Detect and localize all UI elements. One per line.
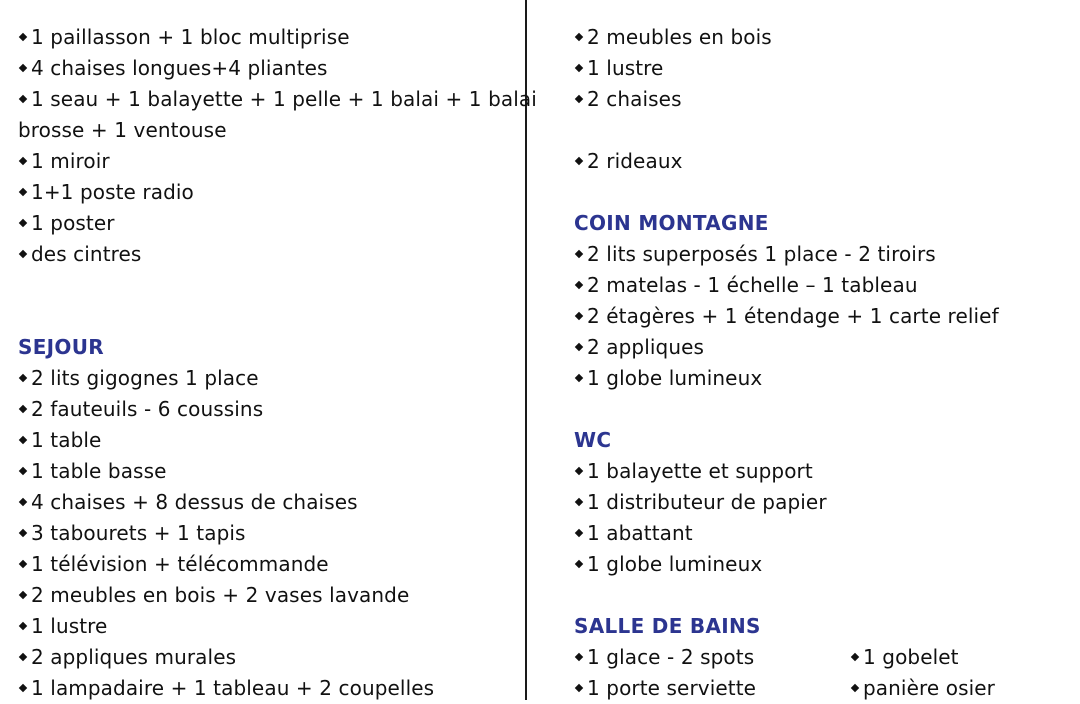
bullet-icon <box>575 684 583 692</box>
bullet-icon <box>575 529 583 537</box>
list-item: 1 balayette et support <box>574 456 1069 487</box>
bullet-icon <box>19 467 27 475</box>
section-heading-coin-montagne: COIN MONTAGNE <box>574 211 769 235</box>
list-item: 2 appliques murales <box>18 642 513 673</box>
list-item: 1 globe lumineux <box>574 363 1069 394</box>
bullet-icon <box>575 312 583 320</box>
bullet-icon <box>19 374 27 382</box>
bullet-icon <box>19 64 27 72</box>
bullet-icon <box>575 64 583 72</box>
bullet-icon <box>19 188 27 196</box>
list-item-continuation: brosse + 1 ventouse <box>18 118 227 142</box>
section-heading-wc: WC <box>574 428 612 452</box>
bullet-icon <box>19 560 27 568</box>
bullet-icon <box>575 560 583 568</box>
bullet-icon <box>575 281 583 289</box>
list-item: 1 lustre <box>18 611 513 642</box>
bullet-icon <box>19 436 27 444</box>
bullet-icon <box>575 343 583 351</box>
list-item: 1 miroir <box>18 146 513 177</box>
section-heading-sejour: SEJOUR <box>18 335 104 359</box>
list-item: 1 paillasson + 1 bloc multiprise <box>18 22 513 53</box>
list-item: 2 meubles en bois + 2 vases lavande <box>18 580 513 611</box>
list-item: 4 chaises + 8 dessus de chaises <box>18 487 513 518</box>
bullet-icon <box>19 684 27 692</box>
bullet-icon <box>19 591 27 599</box>
bullet-icon <box>851 684 859 692</box>
list-item: 1 distributeur de papier <box>574 487 1069 518</box>
section-heading-salle-de-bains: SALLE DE BAINS <box>574 614 761 638</box>
list-item: 2 étagères + 1 étendage + 1 carte relief <box>574 301 1069 332</box>
right-column <box>574 0 1069 704</box>
list-item: 1 globe lumineux <box>574 549 1069 580</box>
list-item: 1 télévision + télécommande <box>18 549 513 580</box>
bullet-icon <box>575 498 583 506</box>
list-item: 1 table basse <box>18 456 513 487</box>
bullet-icon <box>19 622 27 630</box>
bullet-icon <box>19 529 27 537</box>
bullet-icon <box>575 374 583 382</box>
bullet-icon <box>19 405 27 413</box>
list-item: 2 lits gigognes 1 place <box>18 363 513 394</box>
bullet-icon <box>19 250 27 258</box>
bullet-icon <box>19 219 27 227</box>
bullet-icon <box>575 33 583 41</box>
list-item: 2 fauteuils - 6 coussins <box>18 394 513 425</box>
list-item: 1 abattant <box>574 518 1069 549</box>
bullet-icon <box>575 157 583 165</box>
list-item: 4 chaises longues+4 pliantes <box>18 53 513 84</box>
bullet-icon <box>575 250 583 258</box>
list-item: 1 seau + 1 balayette + 1 pelle + 1 balai + 1 balai <box>18 84 513 115</box>
list-item: 1 poster <box>18 208 513 239</box>
list-item: 2 appliques <box>574 332 1069 363</box>
bullet-icon <box>575 653 583 661</box>
bullet-icon <box>575 95 583 103</box>
bullet-icon <box>19 33 27 41</box>
list-item: 2 meubles en bois <box>574 22 1069 53</box>
list-item: 2 rideaux <box>574 146 1069 177</box>
bullet-icon <box>19 498 27 506</box>
list-item: 1+1 poste radio <box>18 177 513 208</box>
list-item: 1 lustre <box>574 53 1069 84</box>
list-item: 1 table <box>18 425 513 456</box>
list-item: 3 tabourets + 1 tapis <box>18 518 513 549</box>
list-item: 2 chaises <box>574 84 1069 115</box>
list-item: 2 lits superposés 1 place - 2 tiroirs <box>574 239 1069 270</box>
list-item: 1 lampadaire + 1 tableau + 2 coupelles <box>18 673 513 704</box>
list-row: 1 porte serviette panière osier <box>574 673 1069 704</box>
bullet-icon <box>19 653 27 661</box>
list-item: des cintres <box>18 239 513 270</box>
list-item: 2 matelas - 1 échelle – 1 tableau <box>574 270 1069 301</box>
list-row: 1 glace - 2 spots 1 gobelet <box>574 642 1069 673</box>
bullet-icon <box>19 95 27 103</box>
bullet-icon <box>575 467 583 475</box>
left-column <box>18 0 537 704</box>
bullet-icon <box>19 157 27 165</box>
bullet-icon <box>851 653 859 661</box>
